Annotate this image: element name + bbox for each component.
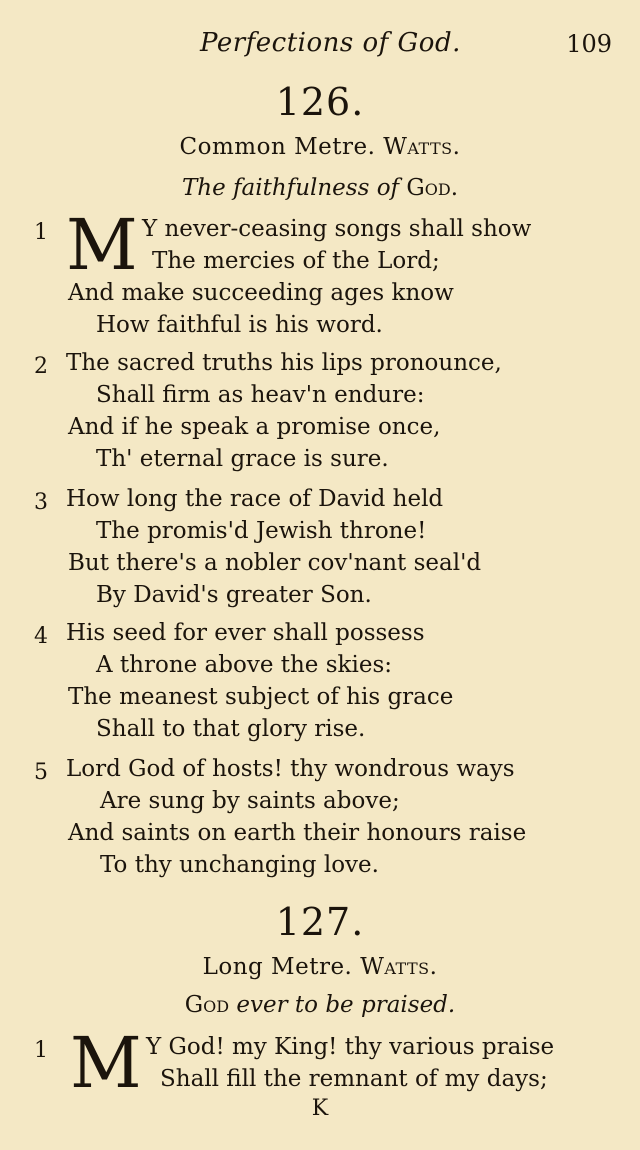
- verse-line: The meanest subject of his grace: [68, 684, 454, 710]
- verse-line: Shall to that glory rise.: [96, 716, 366, 742]
- verse-line: Shall fill the remnant of my days;: [160, 1066, 548, 1092]
- hymn-meter: Long Metre. Watts.: [202, 954, 438, 980]
- verse-number: 4: [34, 624, 48, 649]
- drop-cap: M: [66, 204, 138, 286]
- verse-line: The mercies of the Lord;: [152, 248, 440, 274]
- running-title: Perfections of God.: [200, 28, 461, 58]
- hymn-number: 126.: [275, 80, 365, 124]
- hymn-subject: God ever to be praised.: [184, 992, 456, 1018]
- verse-line: The promis'd Jewish throne!: [96, 518, 427, 544]
- verse-line: Y never-ceasing songs shall show: [142, 216, 532, 242]
- verse-number: 1: [34, 220, 48, 245]
- verse-line: And if he speak a promise once,: [68, 414, 441, 440]
- verse-line: Shall firm as heav'n endure:: [96, 382, 425, 408]
- catchword: K: [311, 1096, 329, 1121]
- verse-line: Th' eternal grace is sure.: [96, 446, 389, 472]
- verse-line: And saints on earth their honours raise: [68, 820, 527, 846]
- verse-line: A throne above the skies:: [96, 652, 392, 678]
- verse-line: Are sung by saints above;: [100, 788, 400, 814]
- verse-line: Y God! my King! thy various praise: [146, 1034, 555, 1060]
- hymn-number: 127.: [275, 900, 365, 944]
- verse-line: But there's a nobler cov'nant seal'd: [68, 550, 482, 576]
- verse-line: To thy unchanging love.: [100, 852, 379, 878]
- verse-line: By David's greater Son.: [96, 582, 372, 608]
- hymn-meter: Common Metre. Watts.: [179, 134, 461, 160]
- verse-line: Lord God of hosts! thy wondrous ways: [66, 756, 515, 782]
- running-head: [0, 28, 640, 64]
- drop-cap: M: [70, 1022, 142, 1104]
- verse-number: 5: [34, 760, 48, 785]
- verse-number: 2: [34, 354, 48, 379]
- verse-line: How long the race of David held: [66, 486, 444, 512]
- verse-number: 1: [34, 1038, 48, 1063]
- verse-line: How faithful is his word.: [96, 312, 383, 338]
- verse-line: His seed for ever shall possess: [66, 620, 425, 646]
- verse-line: The sacred truths his lips pronounce,: [66, 350, 502, 376]
- verse-line: And make succeeding ages know: [68, 280, 454, 306]
- page-number: 109: [566, 30, 612, 58]
- verse-number: 3: [34, 490, 48, 515]
- hymn-subject: The faithfulness of God.: [181, 175, 459, 201]
